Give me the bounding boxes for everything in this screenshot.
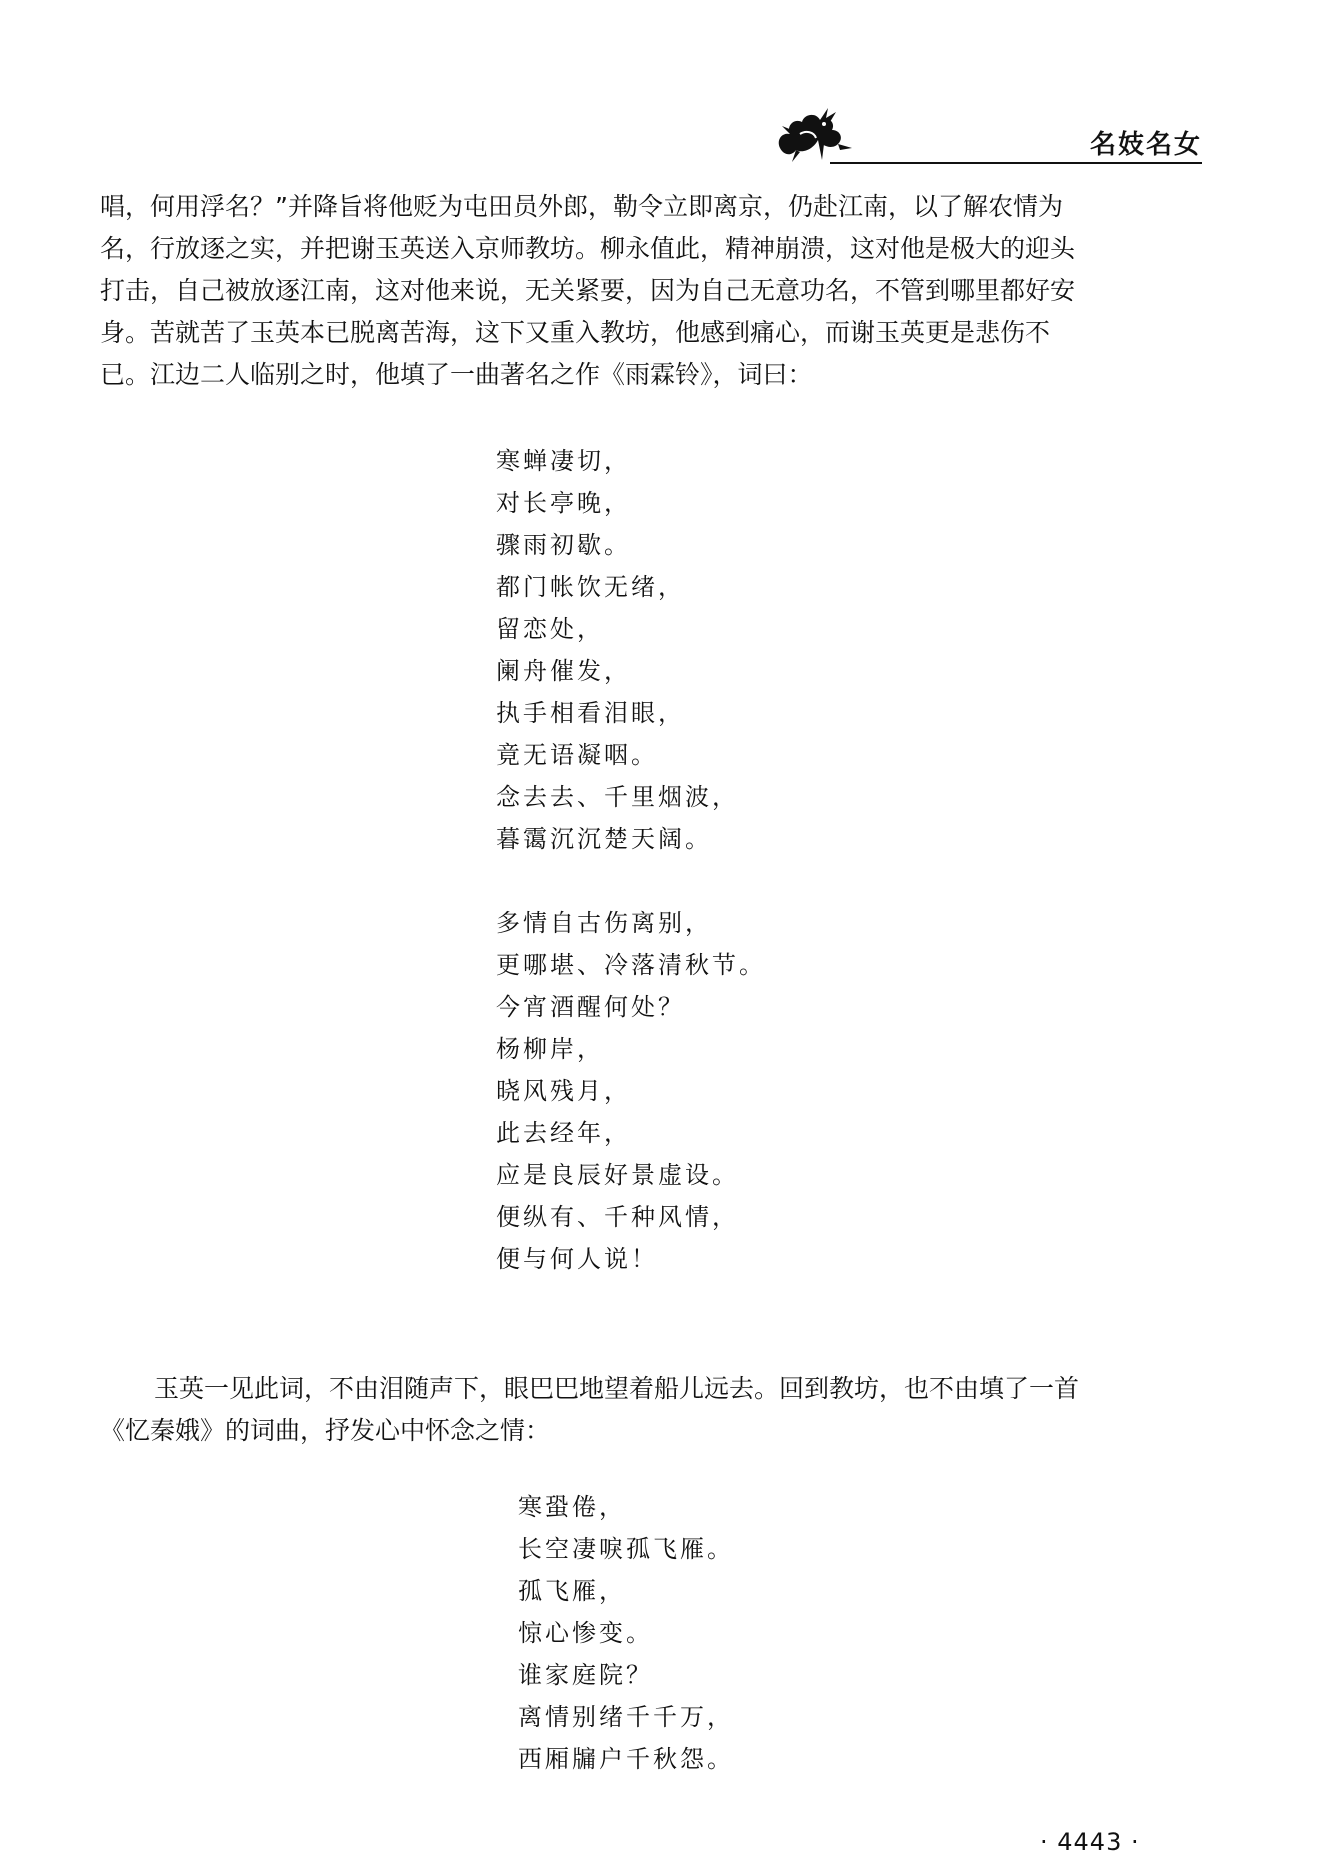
poem-line: 骤雨初歇。 (496, 531, 631, 559)
poem-line: 西厢牖户千秋怨。 (518, 1745, 734, 1773)
dragon-emblem-icon (770, 104, 860, 164)
text-line: 打击，自己被放逐江南，这对他来说，无关紧要，因为自己无意功名，不管到哪里都好安 (100, 276, 1076, 305)
poem-line: 寒蛩倦， (518, 1493, 626, 1521)
poem-line: 暮霭沉沉楚天阔。 (496, 825, 712, 853)
text-line: 玉英一见此词，不由泪随声下，眼巴巴地望着船儿远去。回到教坊，也不由填了一首 (154, 1374, 1080, 1403)
header-rule (830, 162, 1202, 164)
poem-line: 离情别绪千千万， (518, 1703, 734, 1731)
poem-line: 留恋处， (496, 615, 604, 643)
poem-line: 此去经年， (496, 1119, 631, 1147)
poem-line: 都门帐饮无绪， (496, 573, 685, 601)
prose-paragraph-2 (100, 1368, 1204, 1452)
poem-line: 执手相看泪眼， (496, 699, 685, 727)
poem-yulinling (496, 440, 766, 1280)
poem-line: 晓风残月， (496, 1077, 631, 1105)
poem-line: 竟无语凝咽。 (496, 741, 658, 769)
poem-line: 更哪堪、冷落清秋节。 (496, 951, 766, 979)
poem-line: 阑舟催发， (496, 657, 631, 685)
poem-line: 念去去、千里烟波， (496, 783, 739, 811)
running-header (770, 104, 1202, 164)
poem-line: 今宵酒醒何处？ (496, 993, 685, 1021)
text-line: 身。苦就苦了玉英本已脱离苦海，这下又重入教坊，他感到痛心，而谢玉英更是悲伤不 (100, 318, 1051, 347)
stanza-break (496, 860, 766, 902)
section-title: 名妓名女 (1089, 130, 1202, 160)
text-line: 已。江边二人临别之时，他填了一曲著名之作《雨霖铃》，词曰： (100, 360, 813, 389)
poem-yiqine (518, 1486, 734, 1780)
poem-line: 惊心惨变。 (518, 1619, 653, 1647)
page-number: · 4443 · (1040, 1828, 1140, 1856)
poem-line: 杨柳岸， (496, 1035, 604, 1063)
prose-paragraph-1 (100, 186, 1204, 396)
poem-line: 应是良辰好景虚设。 (496, 1161, 739, 1189)
poem-line: 多情自古伤离别， (496, 909, 712, 937)
text-line: 名，行放逐之实，并把谢玉英送入京师教坊。柳永值此，精神崩溃，这对他是极大的迎头 (100, 234, 1076, 263)
poem-line: 孤飞雁， (518, 1577, 626, 1605)
poem-line: 便与何人说！ (496, 1245, 658, 1273)
poem-line: 便纵有、千种风情， (496, 1203, 739, 1231)
text-line: 唱，何用浮名？”并降旨将他贬为屯田员外郎，勒令立即离京，仍赴江南，以了解农情为 (100, 192, 1063, 221)
poem-line: 谁家庭院？ (518, 1661, 653, 1689)
poem-line: 寒蝉凄切， (496, 447, 631, 475)
poem-line: 对长亭晚， (496, 489, 631, 517)
poem-line: 长空凄唳孤飞雁。 (518, 1535, 734, 1563)
text-line: 《忆秦娥》的词曲，抒发心中怀念之情： (100, 1416, 551, 1445)
